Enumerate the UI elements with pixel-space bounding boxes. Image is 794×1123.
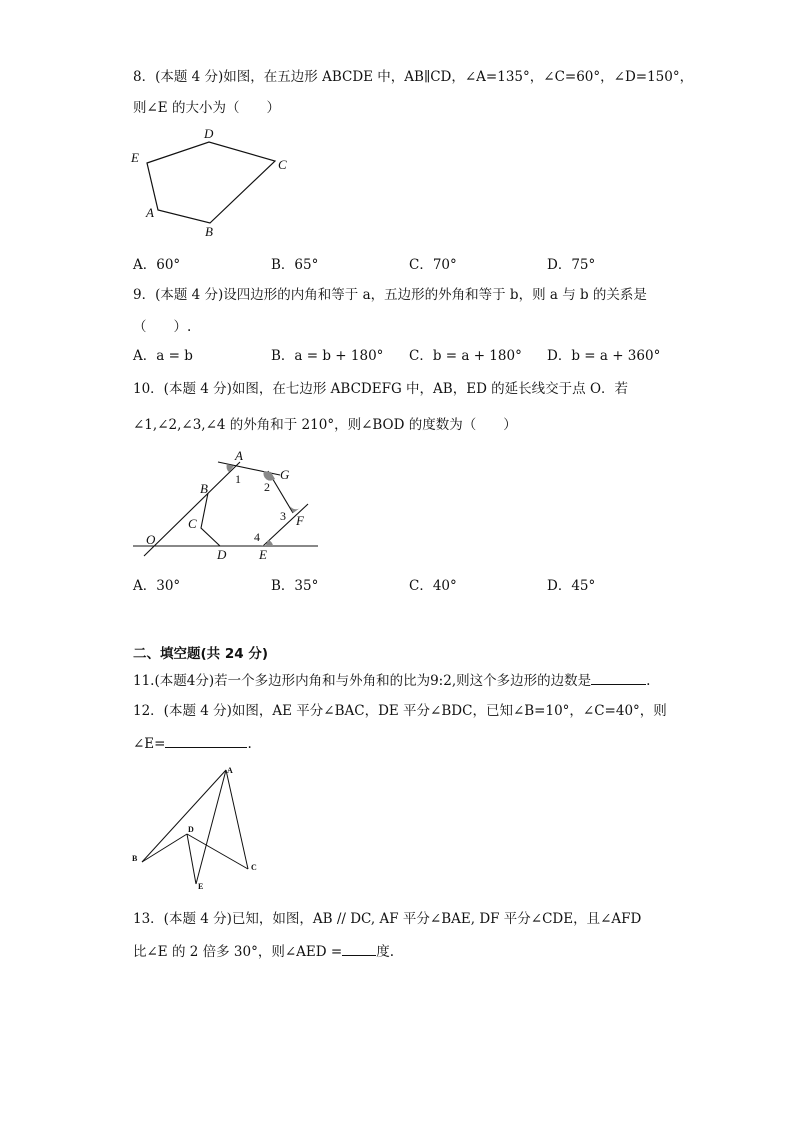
q13-line2-end: 度. [376, 944, 394, 960]
q8-label-D: D [204, 126, 214, 141]
q10-heptagon-figure [130, 448, 330, 563]
q10-label-C: C [188, 516, 197, 531]
q10-label-D: D [217, 547, 227, 562]
q8-label-C: C [278, 157, 287, 172]
q10-option-b[interactable]: B．35° [271, 578, 319, 594]
q11-text: 11.(本题4分)若一个多边形内角和与外角和的比为9:2,则这个多边形的边数是 [133, 673, 592, 689]
q12-label-A: A [227, 766, 233, 775]
q12-end: . [247, 736, 252, 752]
q9-stem-line2: （ ）. [133, 319, 192, 335]
q8-stem-line2: 则∠E 的大小为（ ） [133, 100, 280, 116]
q10-option-c[interactable]: C．40° [409, 578, 457, 594]
q10-label-O: O [146, 532, 156, 547]
q8-label-A: A [146, 205, 154, 220]
q12-answer-blank[interactable] [165, 734, 247, 748]
q10-label-A: A [235, 448, 243, 463]
q9-option-b[interactable]: B．a = b + 180° [271, 348, 384, 364]
q8-label-B: B [205, 224, 213, 239]
q13-stem-line1: 13．(本题 4 分)已知，如图，AB // DC, AF 平分∠BAE, DF 平分∠CDE，且∠AFD [133, 911, 642, 927]
q10-label-B: B [200, 481, 208, 496]
q8-option-c[interactable]: C．70° [409, 257, 457, 273]
q10-stem-line1: 10．(本题 4 分)如图，在七边形 ABCDEFG 中，AB，ED 的延长线交于点 O．若 [133, 381, 629, 397]
q12-stem-line2 [133, 734, 252, 753]
q9-option-c[interactable]: C．b = a + 180° [409, 348, 522, 364]
q13-line2-text: 比∠E 的 2 倍多 30°，则∠AED = [133, 944, 343, 960]
q10-angle-1: 1 [235, 472, 241, 486]
q10-label-F: F [296, 513, 304, 528]
q8-option-a[interactable]: A．60° [133, 257, 181, 273]
q10-angle-4: 4 [254, 530, 260, 544]
section2-title: 二、填空题(共 24 分) [133, 646, 269, 662]
q10-label-E: E [259, 547, 267, 562]
q12-label-D: D [188, 825, 194, 834]
q12-label-C: C [251, 863, 257, 872]
q12-figure [130, 762, 270, 892]
q11-stem [133, 671, 650, 690]
q12-label-E: E [198, 882, 204, 891]
q9-stem-line1: 9．(本题 4 分)设四边形的内角和等于 a，五边形的外角和等于 b，则 a 与 b 的关系是 [133, 287, 647, 303]
q8-stem-line1: 8．(本题 4 分)如图，在五边形 ABCDE 中，AB∥CD，∠A=135°，∠C=60°，∠D=150°， [133, 69, 694, 85]
q10-option-d[interactable]: D．45° [547, 578, 596, 594]
q11-end: . [646, 673, 651, 689]
q10-angle-3: 3 [280, 509, 286, 523]
q13-stem-line2 [133, 942, 394, 961]
q10-option-a[interactable]: A．30° [133, 578, 181, 594]
q9-option-d[interactable]: D．b = a + 360° [547, 348, 661, 364]
q12-line2-text: ∠E= [133, 736, 166, 752]
q10-label-G: G [280, 467, 290, 482]
q13-answer-blank[interactable] [342, 942, 376, 956]
q10-stem-line2: ∠1,∠2,∠3,∠4 的外角和于 210°，则∠BOD 的度数为（ ） [133, 417, 517, 433]
q12-stem-line1: 12．(本题 4 分)如图，AE 平分∠BAC，DE 平分∠BDC，已知∠B=10°，∠C=40°，则 [133, 703, 667, 719]
q8-option-b[interactable]: B．65° [271, 257, 319, 273]
q12-label-B: B [132, 854, 138, 863]
q8-pentagon-figure [130, 125, 300, 240]
q8-option-d[interactable]: D．75° [547, 257, 596, 273]
q11-answer-blank[interactable] [591, 671, 646, 685]
q8-label-E: E [131, 150, 139, 165]
q9-option-a[interactable]: A．a = b [133, 348, 193, 364]
q10-angle-2: 2 [264, 480, 270, 494]
